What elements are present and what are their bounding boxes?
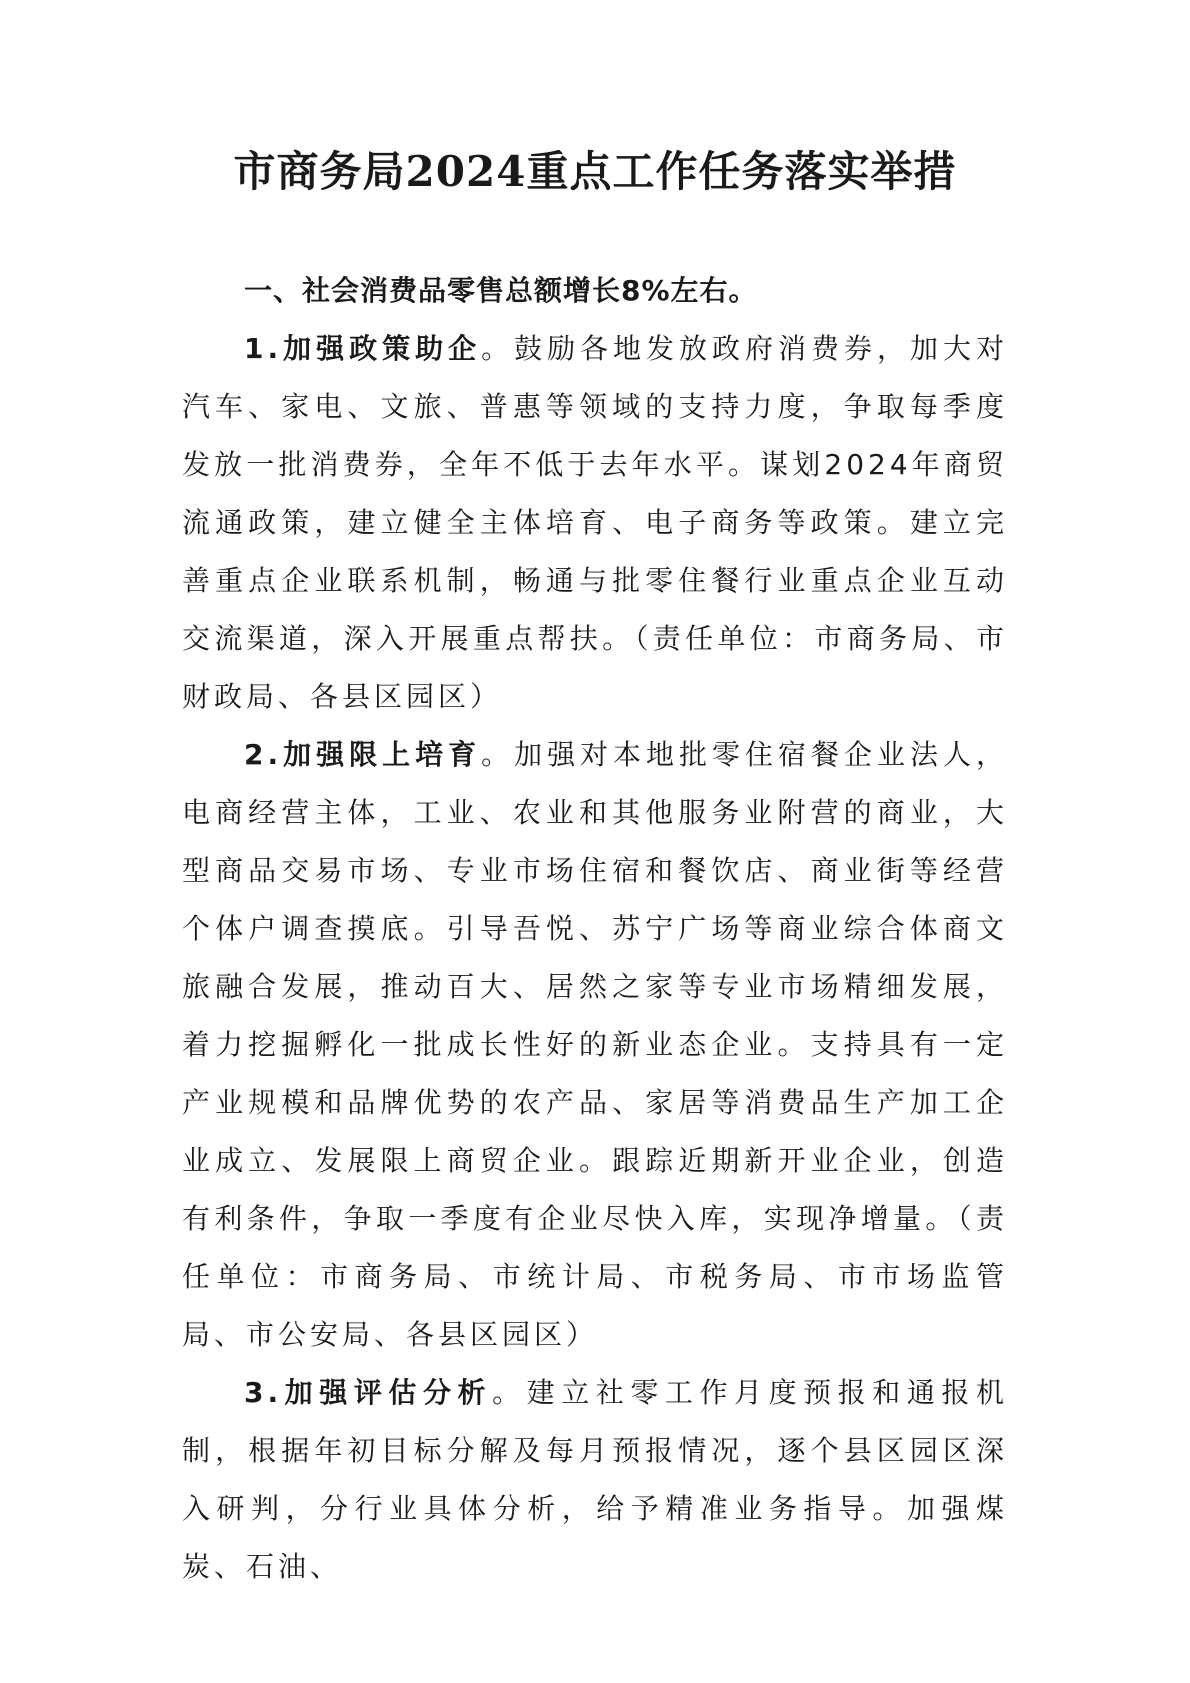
paragraph-1	[182, 320, 1008, 726]
document-title: 市商务局2024重点工作任务落实举措	[233, 147, 957, 196]
document-body	[182, 262, 1008, 1596]
paragraph-3-lead: 3.加强评估分析	[244, 1376, 493, 1409]
paragraph-2-lead: 2.加强限上培育	[244, 738, 482, 771]
section-heading: 一、社会消费品零售总额增长8%左右。	[244, 274, 758, 307]
paragraph-2-text: 。加强对本地批零住宿餐企业法人，电商经营主体，工业、农业和其他服务业附营的商业，大型商品交易市场、专业市场住宿和餐饮店、商业街等经营个体户调查摸底。引导吾悦、苏宁广场等商业综合体商文旅融合发展，推动百大、居然之家等专业市场精细发展，着力挖掘孵化一批成长性好的新业态企业。支持具有一定产业规模和品牌优势的农产品、家居等消费品生产加工企业成立、发展限上商贸企业。跟踪近期新开业企业，创造有利条件，争取一季度有企业尽快入库，实现净增量。（责任单位：市商务局、市统计局、市税务局、市市场监管局、市公安局、各县区园区）	[182, 738, 1008, 1351]
paragraph-3-text: 。建立社零工作月度预报和通报机制，根据年初目标分解及每月预报情况，逐个县区园区深入研判，分行业具体分析，给予精准业务指导。加强煤炭、石油、	[182, 1376, 1008, 1583]
paragraph-1-text: 。鼓励各地发放政府消费券，加大对汽车、家电、文旅、普惠等领域的支持力度，争取每季度发放一批消费券，全年不低于去年水平。谋划2024年商贸流通政策，建立健全主体培育、电子商务等政策。建立完善重点企业联系机制，畅通与批零住餐行业重点企业互动交流渠道，深入开展重点帮扶。（责任单位：市商务局、市财政局、各县区园区）	[182, 332, 1008, 713]
paragraph-1-lead: 1.加强政策助企	[244, 332, 482, 365]
paragraph-2	[182, 726, 1008, 1364]
paragraph-3	[182, 1364, 1008, 1596]
